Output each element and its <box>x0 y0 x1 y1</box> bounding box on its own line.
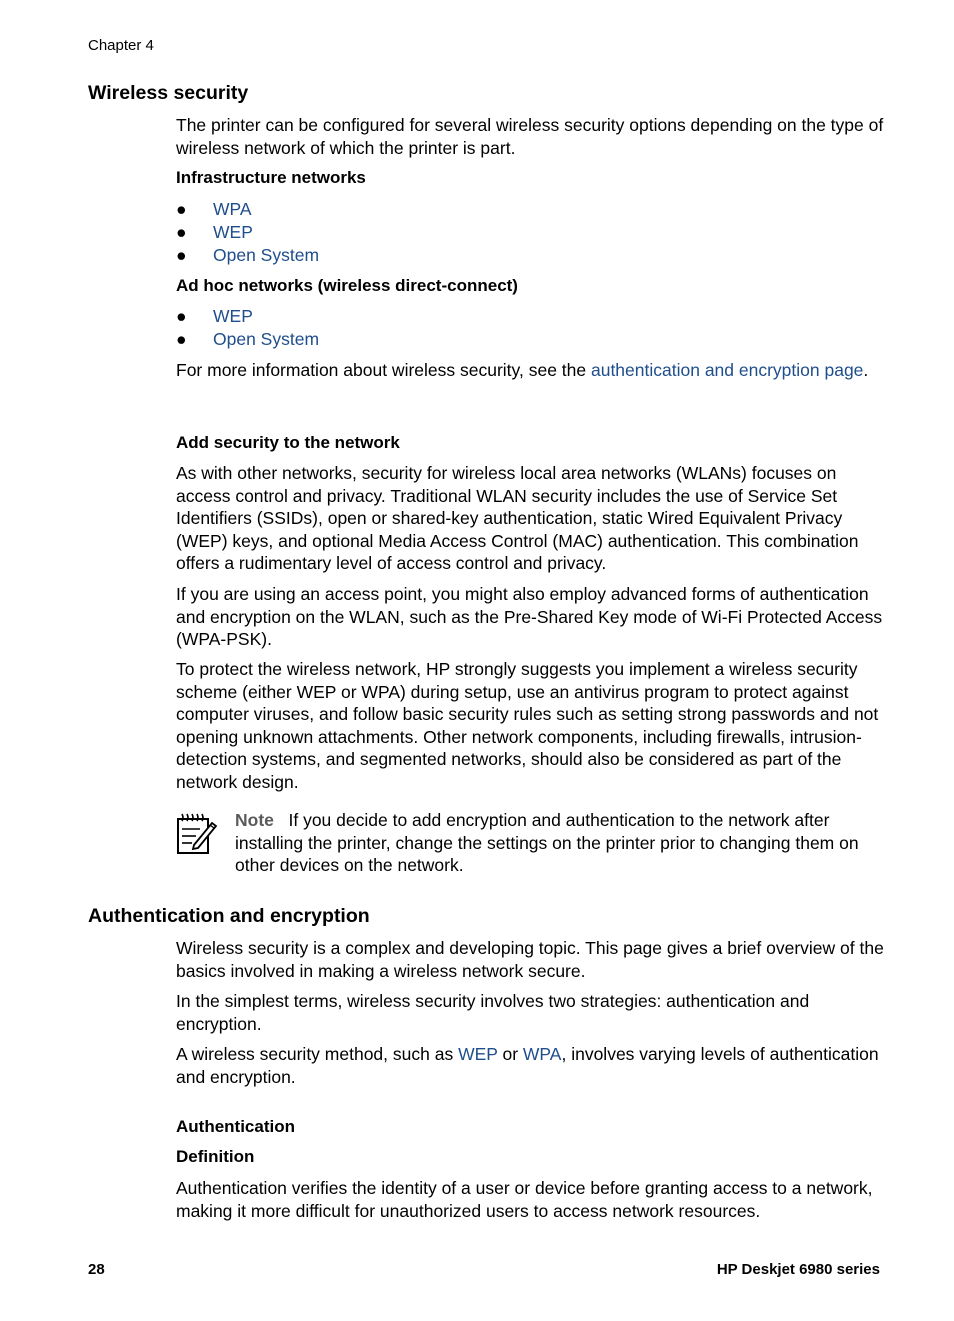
page-number: 28 <box>88 1261 105 1278</box>
link-wpa[interactable]: WPA <box>213 199 252 219</box>
method-or-text: or <box>497 1044 523 1064</box>
bullet-dot-icon: ● <box>176 199 187 219</box>
bullet-dot-icon: ● <box>176 306 187 326</box>
auth-encryption-paragraph-2: In the simplest terms, wireless security involves two strategies: authentication and encryption. <box>176 991 810 1034</box>
add-security-heading: Add security to the network <box>176 433 400 452</box>
more-info-text: For more information about wireless security, see the <box>176 360 591 380</box>
add-security-paragraph-3: To protect the wireless network, HP strongly suggests you implement a wireless security scheme (either WEP or WPA) during setup, use an antivirus program to protect against computer viruses, and follow basic security rules such as setting strong passwords and not opening unknown attachments. Other network components, including firewalls, intrusion-detection systems, and segmented networks, should also be considered as part of the network design. <box>176 659 879 792</box>
authentication-heading: Authentication <box>176 1117 295 1136</box>
bullet-dot-icon: ● <box>176 245 187 265</box>
method-text: A wireless security method, such as <box>176 1044 459 1064</box>
add-security-paragraph-2: If you are using an access point, you might also employ advanced forms of authentication and encryption on the WLAN, such as the Pre-Shared Key mode of Wi-Fi Protected Access (WPA-PSK). <box>176 584 883 649</box>
more-info-suffix: . <box>863 360 869 380</box>
section-title-wireless-security: Wireless security <box>88 82 249 104</box>
auth-encryption-paragraph-3 <box>176 1043 888 1088</box>
wireless-security-intro: The printer can be configured for several wireless security options depending on the type of wireless network of which the printer is part. <box>176 115 884 158</box>
auth-encryption-paragraph-1: Wireless security is a complex and developing topic. This page gives a brief overview of the basics involved in making a wireless network secure. <box>176 938 884 981</box>
link-wpa[interactable]: WPA <box>522 1044 562 1064</box>
method-suffix-text: , involves varying levels of authentication and encryption. <box>176 1044 879 1087</box>
bullet-dot-icon: ● <box>176 222 187 242</box>
note-text: If you decide to add encryption and authentication to the network after installing the printer, change the settings on the printer prior to changing them on other devices on the network. <box>235 810 859 875</box>
link-authentication-encryption-page[interactable]: authentication and encryption page <box>590 360 864 380</box>
link-wep[interactable]: WEP <box>213 222 253 242</box>
section-title-authentication-encryption: Authentication and encryption <box>88 905 370 927</box>
product-name: HP Deskjet 6980 series <box>716 1261 880 1278</box>
definition-heading: Definition <box>176 1147 255 1166</box>
link-wep[interactable]: WEP <box>213 306 253 326</box>
note-pad-icon <box>174 811 220 857</box>
infrastructure-networks-heading: Infrastructure networks <box>176 168 366 187</box>
adhoc-networks-heading: Ad hoc networks (wireless direct-connect) <box>176 276 518 295</box>
note-block <box>235 809 888 877</box>
link-open-system[interactable]: Open System <box>213 245 320 265</box>
link-open-system[interactable]: Open System <box>213 329 320 349</box>
more-info-paragraph <box>176 359 888 382</box>
definition-paragraph: Authentication verifies the identity of a user or device before granting access to a network, making it more difficult for unauthorized users to access network resources. <box>176 1178 873 1221</box>
note-label: Note <box>235 810 274 830</box>
chapter-label: Chapter 4 <box>88 37 154 54</box>
bullet-dot-icon: ● <box>176 329 187 349</box>
add-security-paragraph-1: As with other networks, security for wireless local area networks (WLANs) focuses on access control and privacy. Traditional WLAN security includes the use of Service Set Identifiers (SSIDs), open or shared-key authentication, static Wired Equivalent Privacy (WEP) keys, and optional Media Access Control (MAC) authentication. This combination offers a rudimentary level of access control and privacy. <box>176 463 859 573</box>
link-wep[interactable]: WEP <box>458 1044 498 1064</box>
